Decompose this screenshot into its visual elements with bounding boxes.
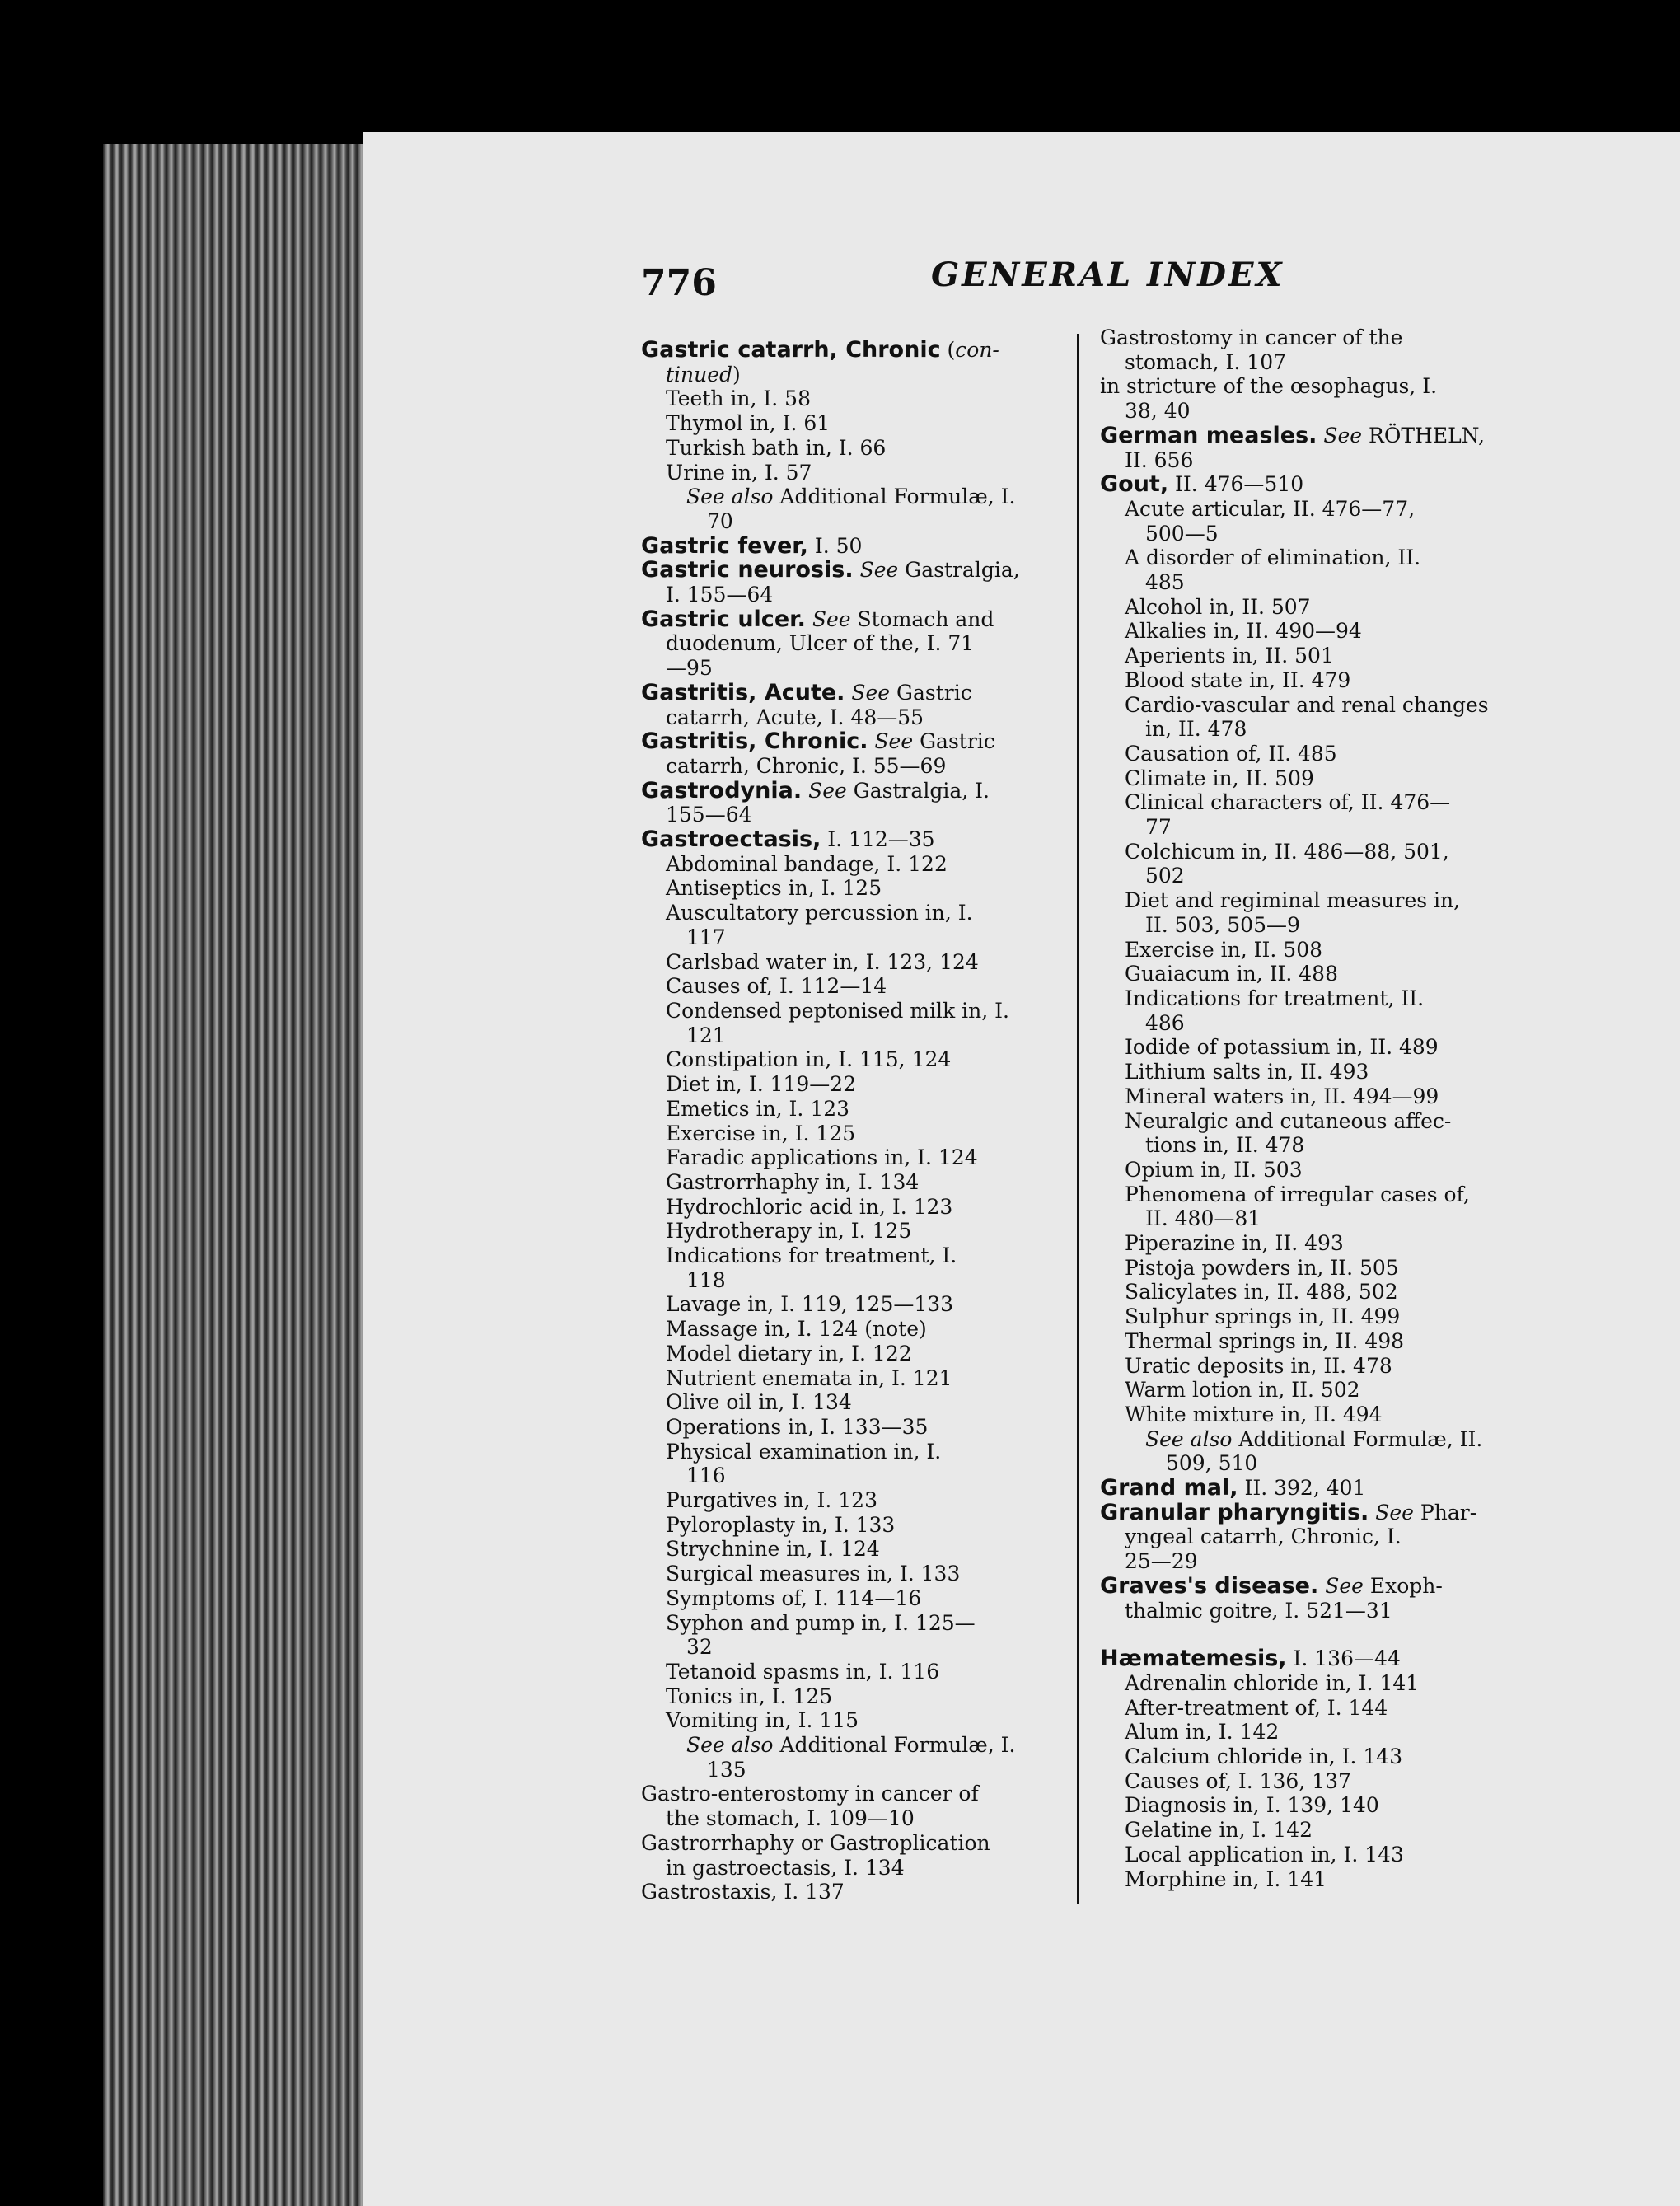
index-line [1100,1476,1537,1501]
index-line [641,1758,1082,1782]
index-text: Additional Formulæ, II. [1232,1426,1483,1451]
index-line [1100,448,1537,473]
index-text: yngeal catarrh, Chronic, I. [1125,1525,1402,1549]
index-line [641,558,1082,583]
index-text: Faradic applications in, I. 124 [666,1145,978,1170]
index-text: Gastrostaxis, I. 137 [641,1880,845,1904]
index-text: Auscultatory percussion in, I. [666,901,973,925]
index-text: Additional Formulæ, I. [773,1733,1016,1758]
index-text: Acute articular, II. 476—77, [1125,496,1416,521]
index-text: Clinical characters of, II. 476— [1125,790,1451,815]
index-text: Diet and regiminal measures in, [1125,888,1461,913]
index-text: Vomiting in, I. 115 [666,1708,859,1733]
index-line [1100,1158,1537,1183]
index-line [1100,913,1537,938]
index-line [641,1464,1082,1488]
index-line [1100,619,1537,644]
index-text: I. 155—64 [666,583,774,607]
index-text: in, II. 478 [1145,717,1247,742]
index-text: A disorder of elimination, II. [1125,546,1421,570]
index-italic-text: See also [1145,1426,1233,1451]
index-text: Indications for treatment, II. [1125,986,1425,1010]
index-line [1100,1599,1537,1623]
index-line [1100,570,1537,595]
index-line [641,876,1082,901]
index-text: Gastric [913,729,995,754]
index-line [1100,717,1537,742]
index-line [641,607,1082,632]
index-text: Gastrostomy in cancer of the [1100,326,1403,349]
index-line [1100,986,1537,1011]
index-line [641,1292,1082,1317]
index-line [1100,595,1537,620]
index-line [1100,522,1537,546]
index-text: Aperients in, II. 501 [1125,644,1334,668]
index-line [641,386,1082,411]
index-text: Causes of, I. 112—14 [666,974,887,999]
index-line [1100,1501,1537,1525]
index-line [641,705,1082,730]
index-text: Iodide of potassium in, II. 489 [1125,1035,1439,1060]
index-text: 38, 40 [1125,399,1191,424]
index-text: Surgical measures in, I. 133 [666,1562,961,1586]
index-text: 502 [1145,864,1185,888]
index-text: Syphon and pump in, I. 125— [666,1610,976,1635]
index-italic-text: See [812,607,851,631]
index-text: 118 [686,1267,726,1292]
index-heading: German measles. [1100,422,1317,448]
index-text: Constipation in, I. 115, 124 [666,1047,952,1072]
index-line [641,1831,1082,1856]
index-line [641,827,1082,852]
index-text: Nutrient enemata in, I. 121 [666,1365,952,1390]
index-text: Thymol in, I. 61 [666,411,831,436]
index-line [641,656,1082,681]
index-line [1100,1060,1537,1084]
index-text: I. 50 [807,533,863,558]
index-text: Gastro-enterostomy in cancer of [641,1782,979,1806]
index-text: Causation of, II. 485 [1125,741,1337,766]
index-line [1100,888,1537,913]
index-heading: Gastric catarrh, Chronic [641,337,941,363]
index-line [1100,326,1537,350]
index-line [641,436,1082,461]
index-line [1100,1818,1537,1843]
index-line [1100,1549,1537,1574]
index-line [641,461,1082,485]
index-text: 135 [707,1757,746,1782]
index-text: Tetanoid spasms in, I. 116 [666,1659,940,1684]
index-heading: Hæmatemesis, [1100,1646,1287,1672]
index-line [1100,1403,1537,1427]
index-italic-text: See [1323,423,1363,447]
index-line [1100,1793,1537,1818]
index-text: Sulphur springs in, II. 499 [1125,1304,1401,1329]
index-line [641,1513,1082,1538]
index-line [1100,497,1537,522]
index-text: Condensed peptonised milk in, I. [666,998,1009,1023]
book-page-edges [103,144,367,2206]
index-line [1100,864,1537,888]
index-text: thalmic goitre, I. 521—31 [1125,1598,1392,1623]
index-text: Piperazine in, II. 493 [1125,1231,1344,1256]
index-heading: Gastroectasis, [641,827,821,853]
index-text: II. 503, 505—9 [1145,912,1300,937]
index-line [641,1170,1082,1195]
index-line [1100,938,1537,962]
index-italic-text: tinued [666,362,733,386]
index-heading: Gastric ulcer. [641,606,806,632]
index-line [641,1268,1082,1293]
index-text: Morphine in, I. 141 [1125,1866,1327,1891]
index-text: Diagnosis in, I. 139, 140 [1125,1793,1379,1818]
index-text: Salicylates in, II. 488, 502 [1125,1280,1398,1304]
index-text [1318,1574,1325,1598]
index-line [1100,399,1537,424]
index-text: duodenum, Ulcer of the, I. 71 [666,631,975,656]
index-line [641,681,1082,705]
column-divider [1077,334,1079,1904]
index-line [1100,790,1537,815]
index-line [641,1440,1082,1464]
index-line [1100,1231,1537,1256]
index-text: Thermal springs in, II. 498 [1125,1328,1405,1353]
index-line [641,1660,1082,1684]
index-line [1100,742,1537,766]
index-line [641,1244,1082,1268]
index-text: —95 [666,656,713,681]
running-header: GENERAL INDEX [931,255,1285,294]
index-heading: Gastritis, Chronic. [641,728,868,755]
index-text: Adrenalin chloride in, I. 141 [1125,1670,1420,1695]
index-line [1100,1451,1537,1476]
index-text: Blood state in, II. 479 [1125,667,1351,692]
index-text: Gastralgia, I. [846,778,990,803]
index-text: II. 480—81 [1145,1206,1261,1231]
index-heading: Graves's disease. [1100,1572,1319,1599]
index-line [641,1390,1082,1415]
index-text: Massage in, I. 124 (note) [666,1317,927,1342]
index-line [1100,1525,1537,1549]
index-text: 25—29 [1125,1549,1198,1574]
index-text: Alkalies in, II. 490—94 [1125,619,1362,644]
index-text: tions in, II. 478 [1145,1133,1305,1158]
index-text: Gastralgia, [898,558,1020,583]
index-text: in gastroectasis, I. 134 [666,1855,905,1880]
index-line [1100,1646,1537,1671]
index-text: Urine in, I. 57 [666,460,812,485]
index-line [641,583,1082,607]
index-text: Causes of, I. 136, 137 [1125,1768,1351,1793]
index-text [854,558,860,582]
index-line [641,1856,1082,1880]
index-line [1100,1304,1537,1329]
index-text: Alum in, I. 142 [1125,1720,1280,1745]
index-italic-text: See [1325,1573,1364,1598]
index-line [641,1219,1082,1244]
index-text: II. 392, 401 [1238,1476,1366,1501]
index-line [1100,1280,1537,1304]
index-line [1100,1720,1537,1745]
index-text: Local application in, I. 143 [1125,1842,1404,1866]
index-line [641,1342,1082,1366]
index-line [641,974,1082,999]
index-text: Teeth in, I. 58 [666,386,811,411]
index-line [1100,1354,1537,1379]
index-line [1100,644,1537,668]
index-text: Tonics in, I. 125 [666,1684,833,1708]
index-text: Phenomena of irregular cases of, [1125,1182,1470,1206]
index-line [1100,962,1537,986]
index-line [641,1562,1082,1586]
index-text: Emetics in, I. 123 [666,1096,850,1121]
index-text: Model dietary in, I. 122 [666,1341,912,1365]
index-line [641,729,1082,754]
index-column-left [641,338,1082,1904]
index-text: stomach, I. 107 [1125,349,1287,374]
index-text: Turkish bath in, I. 66 [666,435,887,460]
index-line [641,1072,1082,1097]
index-heading: Grand mal, [1100,1475,1238,1501]
index-line [641,754,1082,779]
index-text: Exercise in, II. 508 [1125,937,1323,962]
index-line [1100,1671,1537,1696]
index-line [1100,840,1537,864]
index-heading: Gastritis, Acute. [641,679,845,705]
index-column-right [1100,326,1537,1891]
index-text: Guaiacum in, II. 488 [1125,962,1338,986]
index-line [1100,693,1537,718]
index-text: catarrh, Chronic, I. 55—69 [666,753,947,778]
index-text: Colchicum in, II. 486—88, 501, [1125,839,1449,864]
index-text: Uratic deposits in, II. 478 [1125,1353,1392,1378]
index-heading: Gastrodynia. [641,777,803,803]
index-line [641,1097,1082,1122]
index-text: Gastrorrhaphy in, I. 134 [666,1169,920,1194]
index-text: White mixture in, II. 494 [1125,1402,1383,1426]
page-number: 776 [641,262,717,304]
index-line [1100,1109,1537,1134]
index-heading: Gout, [1100,471,1169,498]
index-text: Physical examination in, I. [666,1439,942,1464]
index-text: Alcohol in, II. 507 [1125,594,1311,619]
index-text: After-treatment of, I. 144 [1125,1695,1388,1720]
index-line [1100,1696,1537,1721]
index-text: Additional Formulæ, I. [773,485,1016,509]
section-gap [1100,1623,1537,1646]
index-text: I. 112—35 [821,827,935,852]
index-text: the stomach, I. 109—10 [666,1806,915,1831]
index-text: Gastric [890,680,972,705]
index-text: 77 [1145,815,1172,840]
index-line [641,1122,1082,1146]
index-line [1100,1011,1537,1036]
index-text: Strychnine in, I. 124 [666,1537,880,1562]
index-text: Exoph- [1363,1573,1443,1598]
index-line [1100,1183,1537,1207]
index-text: Hydrotherapy in, I. 125 [666,1219,912,1244]
index-line [641,803,1082,827]
index-text: Gastrorrhaphy or Gastroplication [641,1830,990,1855]
index-line [641,485,1082,509]
index-text: Opium in, II. 503 [1125,1157,1303,1182]
index-line [1100,350,1537,375]
index-line [641,1733,1082,1758]
index-text: 155—64 [666,803,752,827]
index-line [641,338,1082,363]
index-line [1100,1084,1537,1109]
index-line [641,925,1082,950]
index-text: Symptoms of, I. 114—16 [666,1585,922,1610]
index-text: Gelatine in, I. 142 [1125,1818,1313,1843]
index-text: in stricture of the œsophagus, I. [1100,374,1438,399]
index-text: Calcium chloride in, I. 143 [1125,1745,1403,1769]
index-italic-text: See [808,778,847,803]
index-line [1100,1427,1537,1452]
index-line [641,1611,1082,1636]
index-text: Pyloroplasty in, I. 133 [666,1512,896,1537]
index-text: ) [732,362,741,386]
index-text: II. 476—510 [1168,472,1304,497]
index-line [1100,1867,1537,1892]
index-line [1100,766,1537,791]
index-line [641,1708,1082,1733]
index-text: Lavage in, I. 119, 125—133 [666,1292,954,1317]
index-line [641,631,1082,656]
index-heading: Gastric neurosis. [641,557,854,583]
index-line [1100,1574,1537,1599]
index-italic-text: See [851,680,891,705]
index-line [641,534,1082,559]
index-text: Neuralgic and cutaneous affec- [1125,1108,1452,1133]
index-line [641,999,1082,1023]
index-text: Indications for treatment, I. [666,1244,957,1268]
index-line [1100,1769,1537,1794]
index-line [1100,1206,1537,1231]
index-line [1100,1745,1537,1769]
index-text [802,779,808,803]
index-line [641,1806,1082,1831]
index-line [641,1782,1082,1806]
index-line [1100,1378,1537,1403]
index-line [1100,472,1537,497]
index-text: Diet in, I. 119—22 [666,1072,857,1097]
index-italic-text: See also [686,1733,774,1758]
index-line [641,1635,1082,1660]
index-text: II. 656 [1125,447,1194,472]
index-italic-text: See [874,729,914,754]
index-text: Carlsbad water in, I. 123, 124 [666,949,979,974]
index-italic-text: See [859,558,899,583]
index-text [806,607,812,631]
index-line [641,1488,1082,1513]
index-line [641,1317,1082,1342]
index-text: Phar- [1413,1500,1477,1525]
index-text: Pistoja powders in, II. 505 [1125,1255,1399,1280]
index-text: 117 [686,925,726,949]
index-line [641,1366,1082,1391]
index-text: 485 [1145,570,1185,595]
index-line [1100,1329,1537,1354]
index-italic-text: See [1375,1500,1414,1525]
index-line [641,1537,1082,1562]
index-italic-text: con- [955,338,999,362]
index-line [1100,1035,1537,1060]
index-line [641,509,1082,534]
index-line [641,852,1082,877]
index-text: Exercise in, I. 125 [666,1121,856,1145]
index-text: Climate in, II. 509 [1125,766,1314,790]
index-text: Warm lotion in, II. 502 [1125,1378,1360,1403]
index-text: Stomach and [850,607,994,631]
index-text: 486 [1145,1010,1185,1035]
index-text: Cardio-vascular and renal changes [1125,692,1489,717]
index-text: Olive oil in, I. 134 [666,1390,852,1415]
index-line [641,411,1082,436]
index-heading: Granular pharyngitis. [1100,1499,1369,1525]
index-text: catarrh, Acute, I. 48—55 [666,705,924,729]
index-line [641,1047,1082,1072]
index-text: 70 [707,508,733,533]
index-line [1100,815,1537,840]
index-line [1100,1256,1537,1281]
index-line [641,779,1082,803]
index-text: 116 [686,1464,726,1488]
index-line [641,363,1082,387]
index-line [1100,424,1537,448]
index-text: ( [940,338,956,362]
index-text: Purgatives in, I. 123 [666,1488,877,1513]
index-text: 509, 510 [1166,1451,1258,1476]
index-text: 121 [686,1023,726,1047]
index-line [641,1586,1082,1611]
index-text: RÖTHELN, [1362,423,1485,447]
index-text: Hydrochloric acid in, I. 123 [666,1194,953,1219]
index-line [641,1195,1082,1220]
index-line [641,1415,1082,1440]
index-line [641,1684,1082,1709]
index-line [641,950,1082,975]
index-line [1100,374,1537,399]
index-text: Antiseptics in, I. 125 [666,876,882,901]
index-line [641,1145,1082,1170]
index-line [641,1880,1082,1904]
index-text: I. 136—44 [1286,1646,1401,1671]
index-heading: Gastric fever, [641,532,808,559]
index-line [641,901,1082,925]
index-text: Mineral waters in, II. 494—99 [1125,1084,1439,1108]
index-text: Operations in, I. 133—35 [666,1414,929,1439]
index-line [1100,546,1537,570]
index-line [1100,1133,1537,1158]
index-line [1100,668,1537,693]
index-line [1100,1843,1537,1867]
index-text: 32 [686,1635,713,1660]
index-italic-text: See also [686,485,774,509]
index-text: Lithium salts in, II. 493 [1125,1060,1369,1084]
index-text: 500—5 [1145,521,1219,546]
index-line [641,1023,1082,1048]
index-text: Abdominal bandage, I. 122 [666,851,948,876]
